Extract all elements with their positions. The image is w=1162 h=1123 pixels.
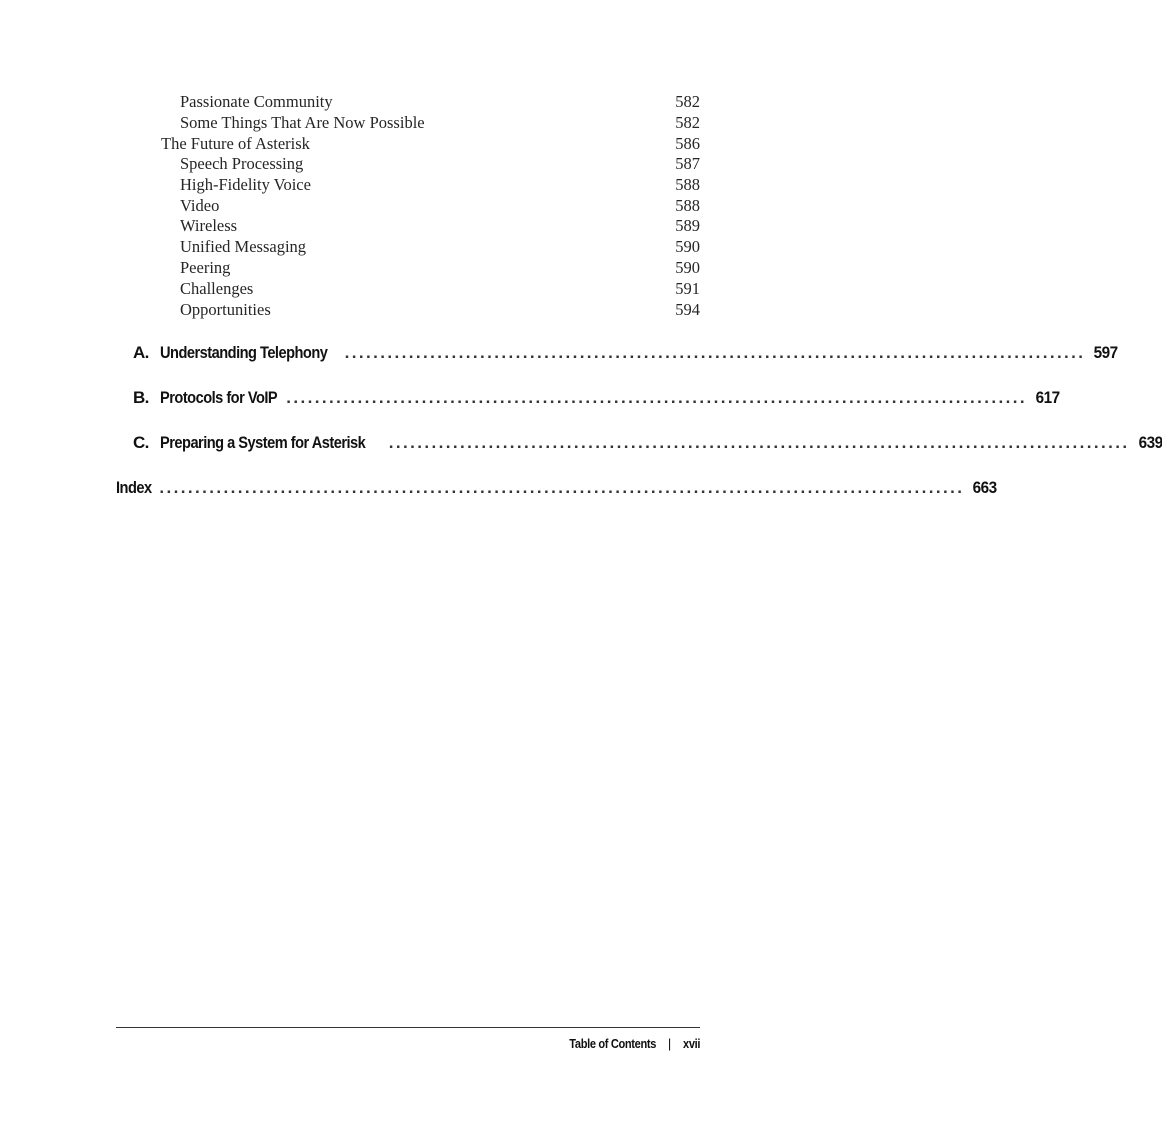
- toc-entry-label: High-Fidelity Voice: [180, 175, 311, 194]
- dot-leader: ........................................................................................................: [344, 343, 1086, 362]
- appendix-page: 597: [1094, 343, 1119, 362]
- appendix-title: Preparing a System for Asterisk: [160, 433, 366, 452]
- footer-divider: [116, 1027, 700, 1028]
- toc-entry-page: 588: [675, 175, 700, 194]
- toc-entry-label: Speech Processing: [180, 154, 304, 173]
- toc-entry-page: 590: [675, 258, 700, 277]
- toc-entry-page: 582: [675, 113, 700, 132]
- toc-entry-label: Peering: [180, 258, 231, 277]
- appendix-letter: C.: [133, 433, 149, 452]
- toc-entry-page: 590: [675, 237, 700, 256]
- toc-entry-page: 588: [675, 196, 700, 215]
- toc-entry-page: 586: [675, 134, 700, 153]
- index-page: 663: [972, 478, 997, 497]
- appendix-letter: A.: [133, 343, 149, 362]
- toc-entry-label: Some Things That Are Now Possible: [180, 113, 425, 132]
- toc-entry-page: 582: [675, 92, 700, 111]
- toc-entry-page: 587: [675, 154, 700, 173]
- appendix-title: Protocols for VoIP: [160, 388, 278, 407]
- toc-section-label: The Future of Asterisk: [161, 134, 310, 153]
- footer-page-number: xvii: [682, 1036, 700, 1051]
- footer-separator: |: [667, 1036, 671, 1051]
- toc-index: [116, 476, 997, 500]
- footer-section-title: Table of Contents: [569, 1036, 656, 1051]
- dot-leader: ........................................................................................................: [286, 388, 1028, 407]
- toc-entry-label: Wireless: [180, 216, 238, 235]
- toc-appendix-b: [116, 386, 1060, 410]
- toc-entry-label: Video: [180, 196, 220, 215]
- appendix-page: 617: [1035, 388, 1060, 407]
- toc-appendix-a: [116, 341, 1119, 365]
- toc-entry-label: Opportunities: [180, 300, 271, 319]
- page-footer: [554, 1035, 700, 1053]
- toc-entry-label: Unified Messaging: [180, 237, 307, 256]
- toc-appendix-c: [116, 431, 1162, 455]
- toc-entry-page: 594: [675, 300, 700, 319]
- dot-leader: .................................................................................................................: [159, 478, 965, 497]
- toc-entry-page: 589: [675, 216, 700, 235]
- toc-entry-label: Passionate Community: [180, 92, 333, 111]
- dot-leader: ........................................................................................................: [388, 433, 1130, 452]
- appendix-page: 639: [1138, 433, 1162, 452]
- appendix-letter: B.: [133, 388, 149, 407]
- toc-entry-page: 591: [675, 279, 700, 298]
- index-title: Index: [116, 478, 152, 497]
- toc-entry-label: Challenges: [180, 279, 254, 298]
- appendix-title: Understanding Telephony: [160, 343, 328, 362]
